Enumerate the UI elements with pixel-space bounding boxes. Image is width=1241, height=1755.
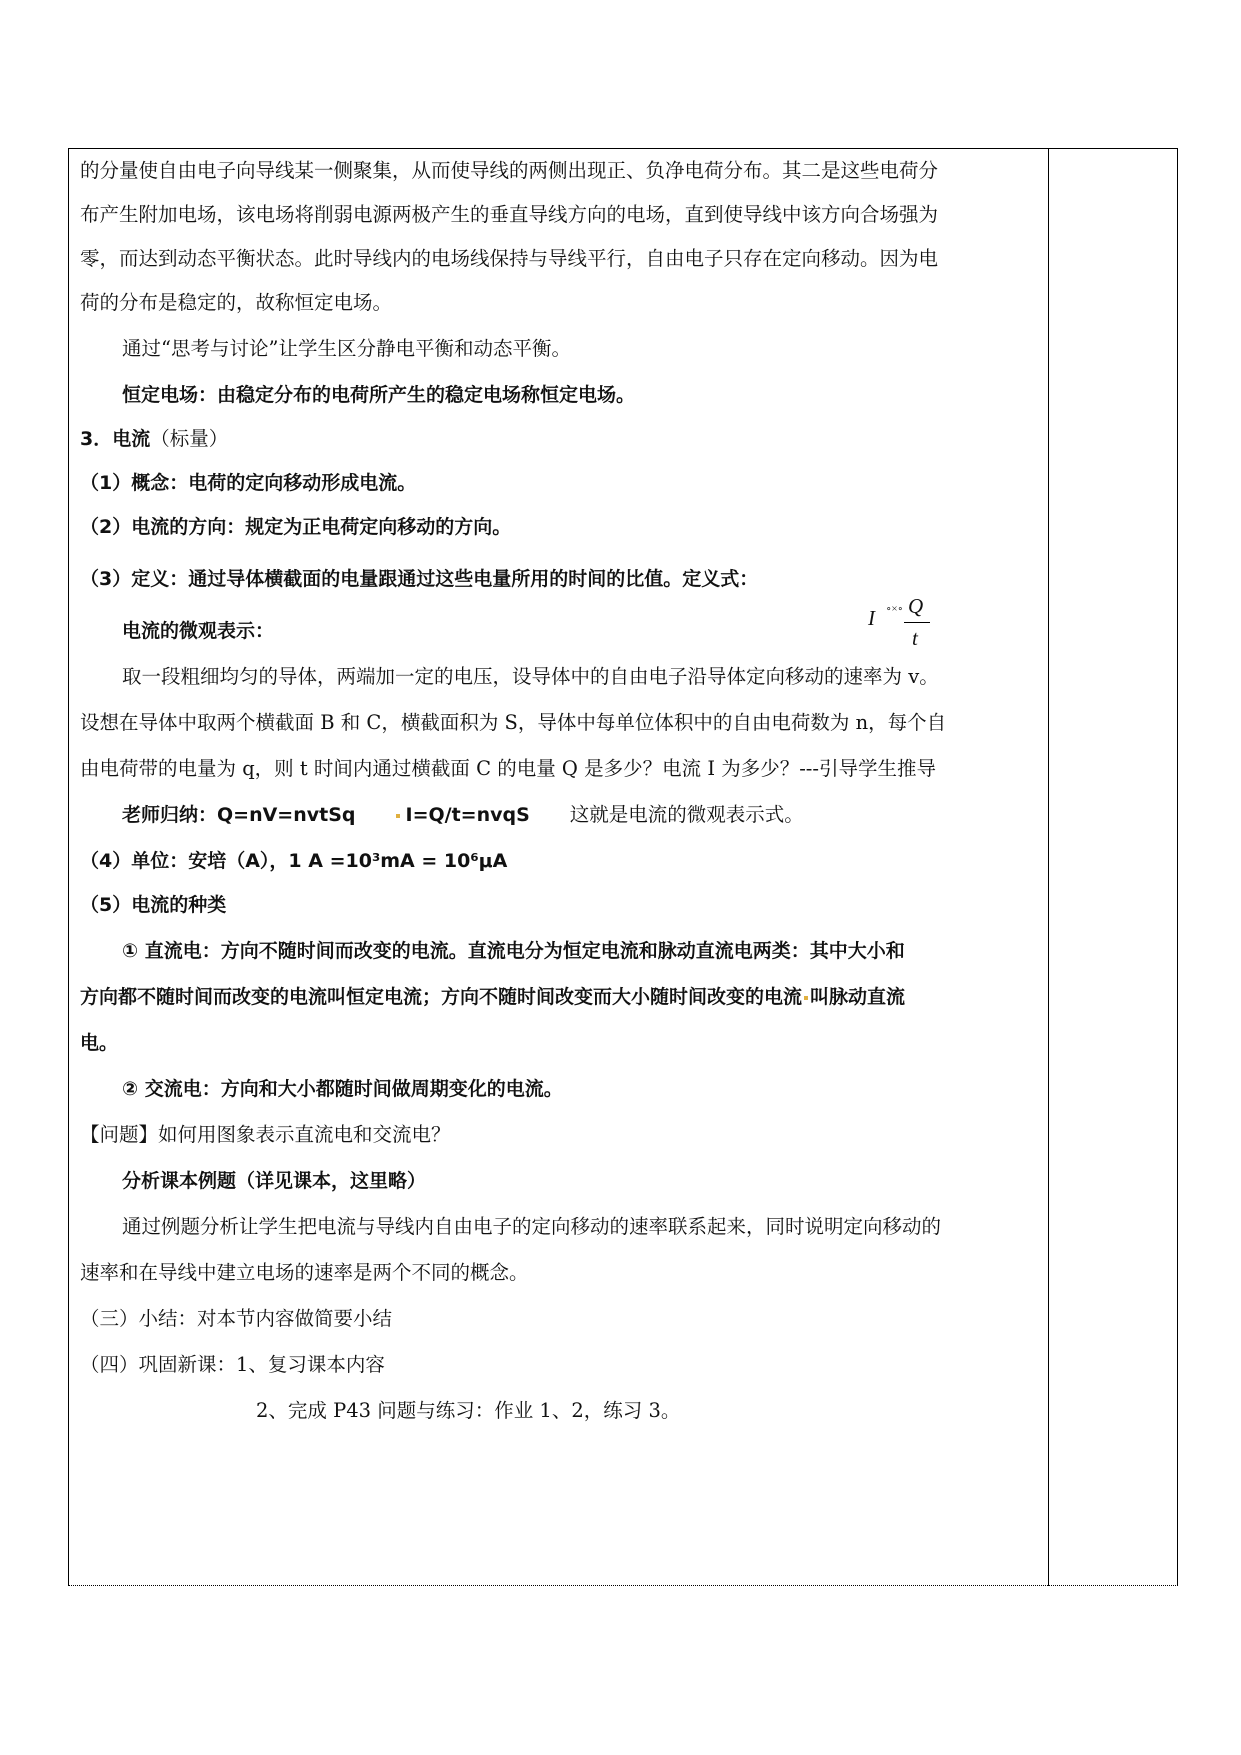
bold-definition-part: 方向都不随时间而改变的电流叫恒定电流；方向不随时间改变而大小随时间改变的电流 (80, 986, 803, 1008)
current-definition-formula (868, 594, 938, 654)
table-column-divider (1048, 148, 1049, 1586)
bold-definition-part: 叫脉动直流 (810, 986, 906, 1008)
teacher-summary-q: 老师归纳：Q=nV=nvtSq (122, 804, 356, 826)
bold-definition: 电。 (80, 1032, 119, 1054)
bold-definition: （1）概念：电荷的定向移动形成电流。 (80, 472, 417, 494)
bold-subheading: 电流的微观表示： (122, 620, 275, 642)
section-heading-note: （标量） (150, 427, 229, 450)
paragraph-line: 布产生附加电场，该电场将削弱电源两极产生的垂直导线方向的电场，直到使导线中该方向合场强为 (80, 203, 939, 226)
section-heading (80, 426, 228, 452)
paragraph-line: （四）巩固新课：1、复习课本内容 (80, 1353, 385, 1376)
paragraph-line: 荷的分布是稳定的，故称恒定电场。 (80, 291, 393, 314)
bullet-mark (804, 996, 808, 1000)
bold-definition: ① 直流电：方向不随时间而改变的电流。直流电分为恒定电流和脉动直流电两类：其中大小和 (122, 940, 905, 962)
formula-denominator: t (912, 626, 918, 650)
bullet-mark (396, 814, 400, 818)
paragraph-line: 由电荷带的电量为 q，则 t 时间内通过横截面 C 的电量 Q 是多少？电流 I 为多少？---引导学生推导 (80, 757, 936, 780)
bold-definition: （4）单位：安培（A），1 A =10³mA = 10⁶μA (80, 850, 508, 872)
teacher-summary-line (122, 802, 804, 828)
paragraph-line: 通过“思考与讨论”让学生区分静电平衡和动态平衡。 (122, 337, 571, 360)
bold-definition: 恒定电场：由稳定分布的电荷所产生的稳定电场称恒定电场。 (122, 384, 636, 406)
bold-definition-line (80, 984, 905, 1010)
bold-subheading: 分析课本例题（详见课本，这里略） (122, 1170, 427, 1192)
formula-lhs: I (868, 606, 875, 630)
paragraph-line: 2、完成 P43 问题与练习：作业 1、2，练习 3。 (256, 1399, 681, 1422)
section-heading-title: 3．电流 (80, 428, 151, 450)
formula-equals-glyph: ∘×∘ (886, 603, 903, 615)
bold-definition: （2）电流的方向：规定为正电荷定向移动的方向。 (80, 516, 512, 538)
teacher-summary-note: 这就是电流的微观表示式。 (569, 803, 804, 826)
paragraph-line: 取一段粗细均匀的导体，两端加一定的电压，设导体中的自由电子沿导体定向移动的速率为 v。 (122, 665, 939, 688)
fraction-bar (904, 622, 930, 623)
bold-definition: （5）电流的种类 (80, 894, 227, 916)
paragraph-line: 零，而达到动态平衡状态。此时导线内的电场线保持与导线平行，自由电子只存在定向移动。因为电 (80, 247, 939, 270)
bold-definition: ② 交流电：方向和大小都随时间做周期变化的电流。 (122, 1078, 563, 1100)
formula-numerator: Q (908, 594, 924, 618)
teacher-summary-i: I=Q/t=nvqS (405, 804, 530, 826)
paragraph-line: 的分量使自由电子向导线某一侧聚集，从而使导线的两侧出现正、负净电荷分布。其二是这些电荷分 (80, 159, 939, 182)
paragraph-line: （三）小结：对本节内容做简要小结 (80, 1307, 393, 1330)
bold-definition: （3）定义：通过导体横截面的电量跟通过这些电量所用的时间的比值。定义式： (80, 568, 759, 590)
paragraph-line: 速率和在导线中建立电场的速率是两个不同的概念。 (80, 1261, 529, 1284)
question-line: 【问题】如何用图象表示直流电和交流电？ (80, 1123, 451, 1146)
paragraph-line: 设想在导体中取两个横截面 B 和 C，横截面积为 S，导体中每单位体积中的自由电荷数为 n，每个自 (80, 711, 947, 734)
paragraph-line: 通过例题分析让学生把电流与导线内自由电子的定向移动的速率联系起来，同时说明定向移动的 (122, 1215, 942, 1238)
